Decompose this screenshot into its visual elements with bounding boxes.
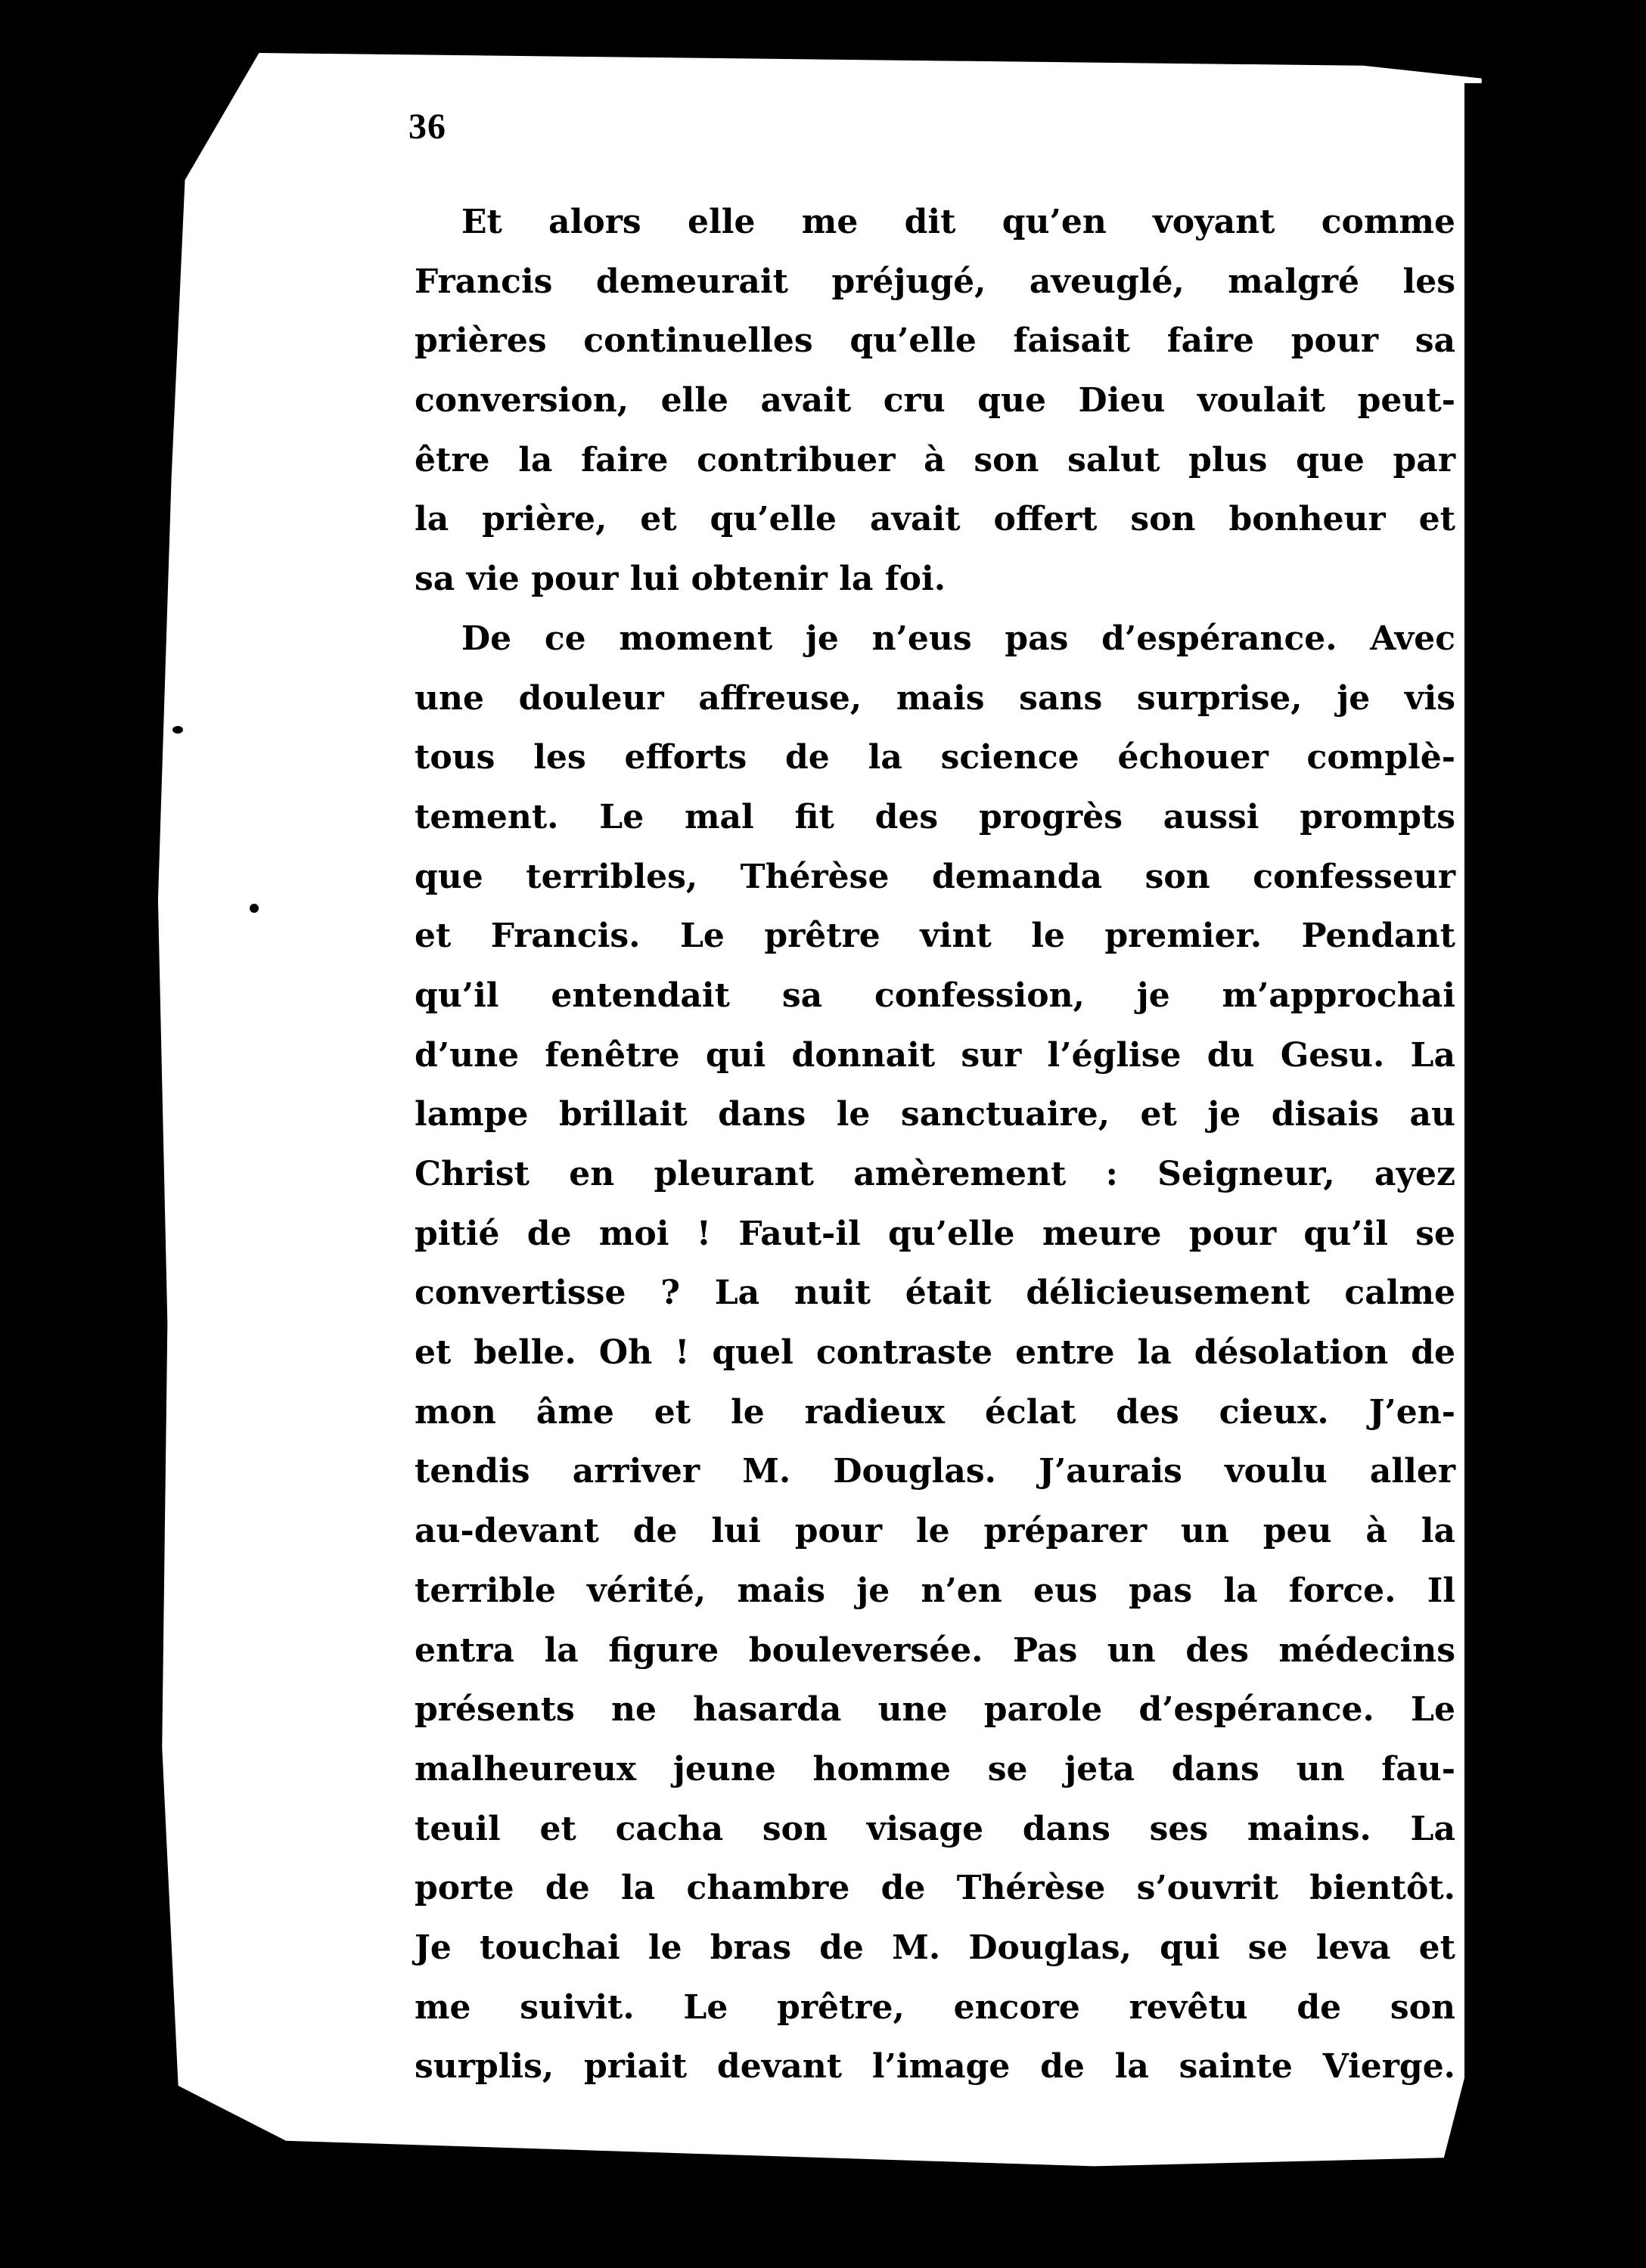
text-line: être la faire contribuer à son salut plus que par [415,440,1455,479]
text-line: que terribles, Thérèse demanda son confesseur [415,857,1455,896]
text-line: tous les efforts de la science échouer complè- [415,738,1455,777]
text-line: sa vie pour lui obtenir la foi. [415,560,946,599]
text-line: conversion, elle avait cru que Dieu voulait peut- [415,381,1455,420]
page-number: 36 [408,107,446,147]
text-line: Je touchai le bras de M. Douglas, qui se leva et [415,1928,1455,1967]
scan-speck [1509,1369,1516,1376]
text-line: la prière, et qu’elle avait offert son bonheur et [415,500,1455,539]
scan-speck [1520,976,1528,983]
text-line: une douleur affreuse, mais sans surprise, je vis [415,678,1455,718]
text-line: me suivit. Le prêtre, encore revêtu de son [415,1987,1455,2027]
text-line: tement. Le mal fit des progrès aussi prompts [415,797,1455,836]
text-line: convertisse ? La nuit était délicieusement calme [415,1274,1455,1313]
text-line: tendis arriver M. Douglas. J’aurais voulu aller [415,1452,1455,1491]
text-line: et belle. Oh ! quel contraste entre la désolation de [415,1333,1455,1373]
text-line: pitié de moi ! Faut-il qu’elle meure pour qu’il se [415,1214,1455,1253]
text-line: prières continuelles qu’elle faisait faire pour sa [415,321,1455,361]
text-line: présents ne hasarda une parole d’espérance. Le [415,1690,1455,1730]
text-line: lampe brillait dans le sanctuaire, et je disais au [415,1095,1455,1134]
text-line: malheureux jeune homme se jeta dans un fau- [415,1749,1455,1789]
text-line: Et alors elle me dit qu’en voyant comme [461,203,1455,241]
text-line: entra la figure bouleversée. Pas un des médecins [415,1630,1455,1670]
text-line: terrible vérité, mais je n’en eus pas la force. Il [415,1571,1455,1610]
text-line: mon âme et le radieux éclat des cieux. J’en- [415,1392,1455,1432]
text-line: Christ en pleurant amèrement : Seigneur, ayez [415,1155,1455,1193]
scan-speck [250,904,259,913]
text-line: au-devant de lui pour le préparer un peu à la [415,1512,1455,1551]
binding-shadow [1464,83,1510,2186]
text-line: surplis, priait devant l’image de la sainte Vierge. [415,2047,1455,2086]
scan-speck [172,726,183,734]
body-text [415,193,1455,2097]
text-line: teuil et cacha son visage dans ses mains. La [415,1809,1455,1848]
text-line: porte de la chambre de Thérèse s’ouvrit bientôt. [415,1869,1455,1908]
text-line: et Francis. Le prêtre vint le premier. Pendant [415,917,1455,956]
scan-speck [1551,1202,1558,1210]
text-line: De ce moment je n’eus pas d’espérance. Avec [461,619,1455,658]
text-line: qu’il entendait sa confession, je m’approchai [415,976,1455,1015]
text-line: Francis demeurait préjugé, aveuglé, malgré les [415,262,1455,301]
text-line: d’une fenêtre qui donnait sur l’église du Gesu. La [415,1035,1455,1075]
